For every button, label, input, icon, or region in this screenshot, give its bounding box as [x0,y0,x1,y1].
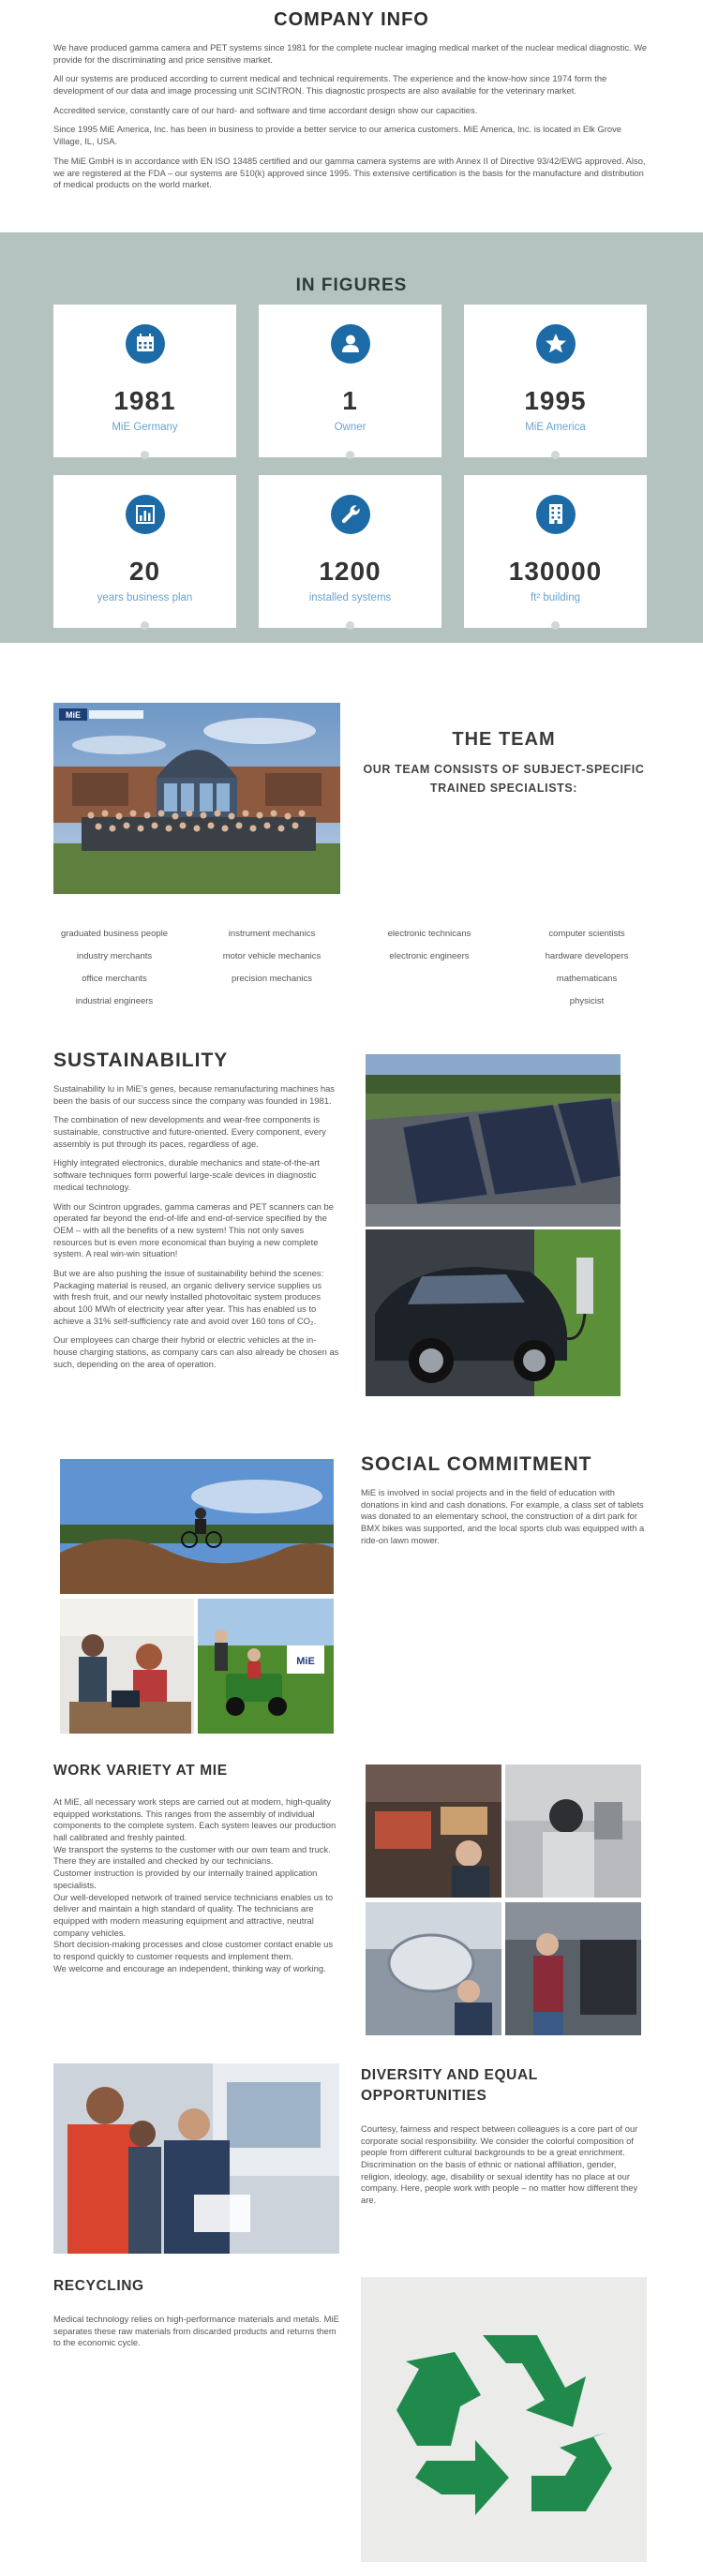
list-item: mathematicans [556,974,618,984]
work-variety-title: WORK VARIETY AT MIE [53,1763,228,1779]
card-dot [346,451,354,459]
figure-value: 1995 [524,386,587,415]
company-paragraph: All our systems are produced according to current medical and technical requirements. The experience and the know-how since 1974 form the development of our data and image processing unit SCINTRON. This diagnostic prospects are also available for the veterinary market. [53,73,607,97]
figure-label: MiE Germany [112,422,178,433]
work-variety-paragraph: There they are installed and checked by our technicians. [53,1855,274,1867]
company-paragraph: Since 1995 MiE America, Inc. has been in business to provide a better service to our america customers. MiE America, Inc. is located in Elk Grove Village, IL, USA. [53,124,621,147]
solar-roof-photo [366,1054,621,1227]
figure-card [259,305,441,457]
sustainability-text [53,1083,339,1377]
list-item: graduated business people [60,929,169,939]
team-title: THE TEAM [452,729,556,750]
bar-chart-icon [126,495,165,534]
ev-charging-photo [366,1229,621,1396]
company-info-section [0,0,703,232]
diversity-photo [53,2063,339,2254]
card-dot [346,621,354,630]
building-icon [536,495,576,534]
card-dot [551,451,560,459]
work-variety-paragraph: We welcome and encourage an independent, thinking way of working. [53,1962,326,1973]
sustainability-paragraph: But we are also pushing the issue of sustainability behind the scenes: Packaging material is reused, an organic delivery service supplies us with fresh fruit, and our newly installed photovoltaic system produces about 100 MWh of electricity year after year. This has enabled us to achieve a 31% self-sufficiency rate and avoid over 160 tons of CO₂. [53,1267,324,1326]
team-subtitle: OUR TEAM CONSISTS OF SUBJECT-SPECIFIC TRAINED SPECIALISTS: [363,763,645,795]
sustainability-paragraph: The combination of new developments and wear-free components is sustainable, constructive and future-oriented. Every component, every assembly is put through its paces, regardless of age. [53,1114,326,1149]
protective-gear-photo [505,1764,641,1898]
card-dot [141,621,149,630]
social-text: MiE is involved in social projects and in the field of education with donations in kind and cash donations. For example, a class set of tablets was donated to an elementary school, the construction of a dirt park for BMX bikes was supported, and the local sports club was equipped with a ride-on lawn mower. [361,1487,645,1545]
figure-card [464,475,647,628]
calendar-icon [126,324,165,364]
figure-card [259,475,441,628]
sustainability-title: SUSTAINABILITY [53,1050,229,1071]
work-variety-paragraph: At MiE, all necessary work steps are carried out at modern, high-quality equipped workstations. This ranges from the assembly of individual components to the complete system. Each system leaves our production hall calibrated and freshly painted. [53,1796,337,1843]
figures-section [0,232,703,643]
figure-value: 20 [128,557,161,586]
workshop-photo [366,1764,501,1898]
work-variety-paragraph: Customer instruction is provided by our internally trained application specialists. [53,1868,318,1890]
bmx-park-photo [60,1459,334,1594]
recycling-photo [361,2277,647,2562]
recycling-title: RECYCLING [53,2278,144,2294]
diversity-title: DIVERSITY AND EQUAL OPPORTUNITIES [361,2067,538,2105]
wrench-icon [331,495,370,534]
figure-label: Owner [334,422,366,433]
list-item: electronic engineers [389,951,470,961]
team-logo: MiE [65,710,82,720]
user-icon [331,324,370,364]
figure-card [53,475,236,628]
list-item: computer scientists [548,929,625,939]
figure-label: MiE America [525,422,586,433]
sustainability-paragraph: Sustainability lu in MiE’s genes, because remanufacturing machines has been the basis of our success since the company was founded in 1981. [53,1083,335,1106]
specialists-column [36,928,193,1018]
work-variety-paragraph: Our well-developed network of trained service technicians enables us to deliver and maintain a high standard of quality. The technicians are equipped with modern measuring equipment and attractive, neutral company vehicles. [53,1891,334,1938]
figure-label: years business plan [97,592,193,603]
list-item: office merchants [82,974,147,984]
work-variety-text [53,1796,339,1974]
list-item: hardware developers [545,951,629,961]
team-photo [53,703,340,894]
list-item: motor vehicle mechanics [222,951,322,961]
assembly-photo [366,1902,501,2035]
sustainability-paragraph: Our employees can charge their hybrid or electric vehicles at the in-house charging stations, as company cars can also already be chosen as such, depending on the area of operation. [53,1334,339,1369]
card-dot [551,621,560,630]
company-paragraph: The MiE GmbH is in accordance with EN ISO 13485 certified and our gamma camera systems are with Annex II of Directive 93/42/EWG approved. Also, we are registered at the FDA – our systems are 510(k) approved since 1995. This extensive certification is the basis for the manufacture and distribution of medical products on the world market. [53,155,646,190]
list-item: precision mechanics [231,974,313,984]
company-paragraph: Accredited service, constantly care of our hard- and software and time accordant design show our capacities. [53,104,478,115]
social-title: SOCIAL COMMITMENT [361,1453,592,1475]
tablets-school-photo [60,1599,194,1734]
specialists-column [351,928,508,973]
card-dot [141,451,149,459]
sustainability-paragraph: Highly integrated electronics, durable mechanics and state-of-the-art software techniques form powerful large-scale devices in diagnostic medical technology. [53,1157,321,1192]
figure-label: ft² building [530,592,581,603]
list-item: industrial engineers [75,996,154,1006]
work-variety-paragraph: We transport the systems to the customer with our own team and truck. [53,1843,331,1854]
specialists-column [508,928,666,1018]
diversity-text: Courtesy, fairness and respect between colleagues is a core part of our corporate social responsibility. We consider the colorful composition of people from different cultural backgrounds to be a great enrichment. Discrimination on the basis of ethnic or national affiliation, gender, religion, ideology, age, disability or sexual identity has no place at our company. Here, people work with people – no matter how different they are. [361,2123,638,2206]
figure-label: installed systems [308,592,392,603]
recycling-text: Medical technology relies on high-performance materials and metals. MiE separates these raw materials from discarded products and returns them to the economic cycle. [53,2314,339,2348]
figure-value: 1 [342,386,358,415]
sustainability-paragraph: With our Scintron upgrades, gamma cameras and PET scanners can be operated far beyond the end-of-life and end-of-service specified by the OEM – with all the benefits of a new system! This not only saves resources but is even more economical than buying a new complete system. A real win-win situation! [53,1200,334,1259]
figure-value: 1200 [319,557,381,586]
list-item: instrument mechanics [228,929,316,939]
company-info-title: COMPANY INFO [274,9,429,30]
figure-value: 130000 [508,557,603,586]
figures-title: IN FIGURES [295,275,408,295]
specialists-column [193,928,351,995]
lawn-mower-photo [198,1599,334,1734]
figure-card [464,305,647,457]
figure-card [53,305,236,457]
social-logo: MiE [296,1656,315,1667]
list-item: industry merchants [76,951,153,961]
recycle-icon [361,2277,647,2562]
work-variety-paragraph: Short decision-making processes and close customer contact enable us to respond quickly to customer requests and implement them. [53,1939,334,1961]
company-paragraph: We have produced gamma camera and PET systems since 1981 for the complete nuclear imaging medical market of the nuclear medical diagnostic. We provide for the discriminating and price sensitive market. [53,42,648,65]
service-van-photo [505,1902,641,2035]
list-item: physicist [569,996,605,1006]
list-item: electronic technicans [387,929,471,939]
star-icon [536,324,576,364]
figure-value: 1981 [113,386,176,415]
